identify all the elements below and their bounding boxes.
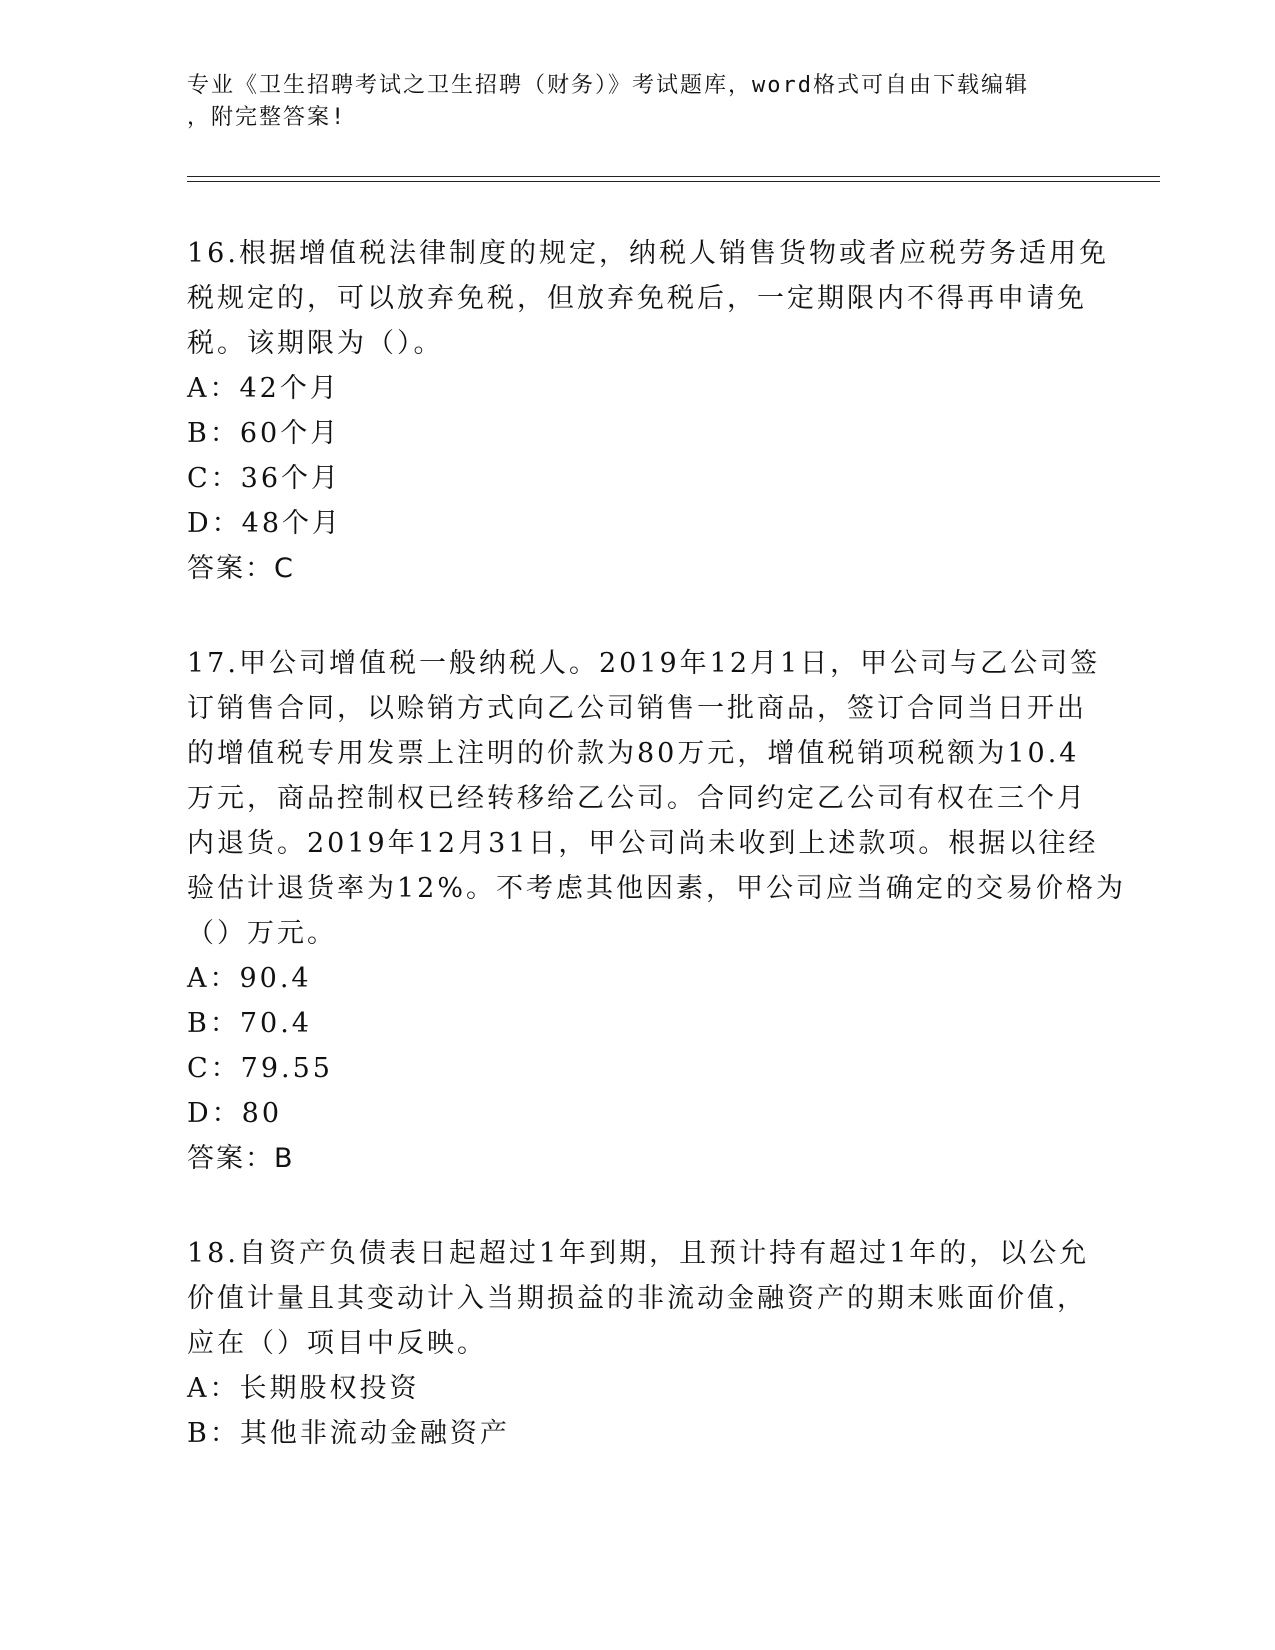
document-header-line-1: 专业《卫生招聘考试之卫生招聘（财务）》考试题库，word格式可自由下载编辑 — [187, 73, 1029, 98]
option-d: D：80 — [187, 1098, 283, 1129]
question-text-line: 应在（）项目中反映。 — [187, 1328, 487, 1359]
question-text-line: 万元，商品控制权已经转移给乙公司。合同约定乙公司有权在三个月 — [187, 783, 1087, 814]
question-text-line: 16.根据增值税法律制度的规定，纳税人销售货物或者应税劳务适用免 — [187, 238, 1109, 269]
option-b: B：70.4 — [187, 1008, 312, 1039]
option-d: D：48个月 — [187, 508, 343, 539]
question-text-line: 17.甲公司增值税一般纳税人。2019年12月1日，甲公司与乙公司签 — [187, 648, 1101, 679]
question-text-line: 内退货。2019年12月31日，甲公司尚未收到上述款项。根据以往经 — [187, 828, 1099, 859]
answer-text: 答案：C — [187, 553, 295, 584]
question-text-line: 的增值税专用发票上注明的价款为80万元，增值税销项税额为10.4 — [187, 738, 1080, 769]
option-b: B：其他非流动金融资产 — [187, 1418, 510, 1449]
question-text-line: 订销售合同，以赊销方式向乙公司销售一批商品，签订合同当日开出 — [187, 693, 1087, 724]
option-a: A：长期股权投资 — [187, 1373, 420, 1404]
option-c: C：79.55 — [187, 1053, 333, 1084]
document-header-line-2: ，附完整答案! — [187, 105, 347, 130]
option-a: A：90.4 — [187, 963, 312, 994]
header-rule-top — [187, 176, 1160, 177]
option-c: C：36个月 — [187, 463, 342, 494]
question-text-line: 税规定的，可以放弃免税，但放弃免税后，一定期限内不得再申请免 — [187, 283, 1087, 314]
question-text-line: 18.自资产负债表日起超过1年到期，且预计持有超过1年的，以公允 — [187, 1238, 1090, 1269]
question-text-line: （）万元。 — [187, 918, 337, 949]
question-text-line: 验估计退货率为12%。不考虑其他因素，甲公司应当确定的交易价格为 — [187, 873, 1127, 904]
answer-text: 答案：B — [187, 1143, 295, 1174]
header-rule-bottom — [187, 181, 1160, 182]
question-text-line: 税。该期限为（）。 — [187, 328, 444, 359]
question-text-line: 价值计量且其变动计入当期损益的非流动金融资产的期末账面价值， — [187, 1283, 1087, 1314]
option-a: A：42个月 — [187, 373, 340, 404]
option-b: B：60个月 — [187, 418, 341, 449]
